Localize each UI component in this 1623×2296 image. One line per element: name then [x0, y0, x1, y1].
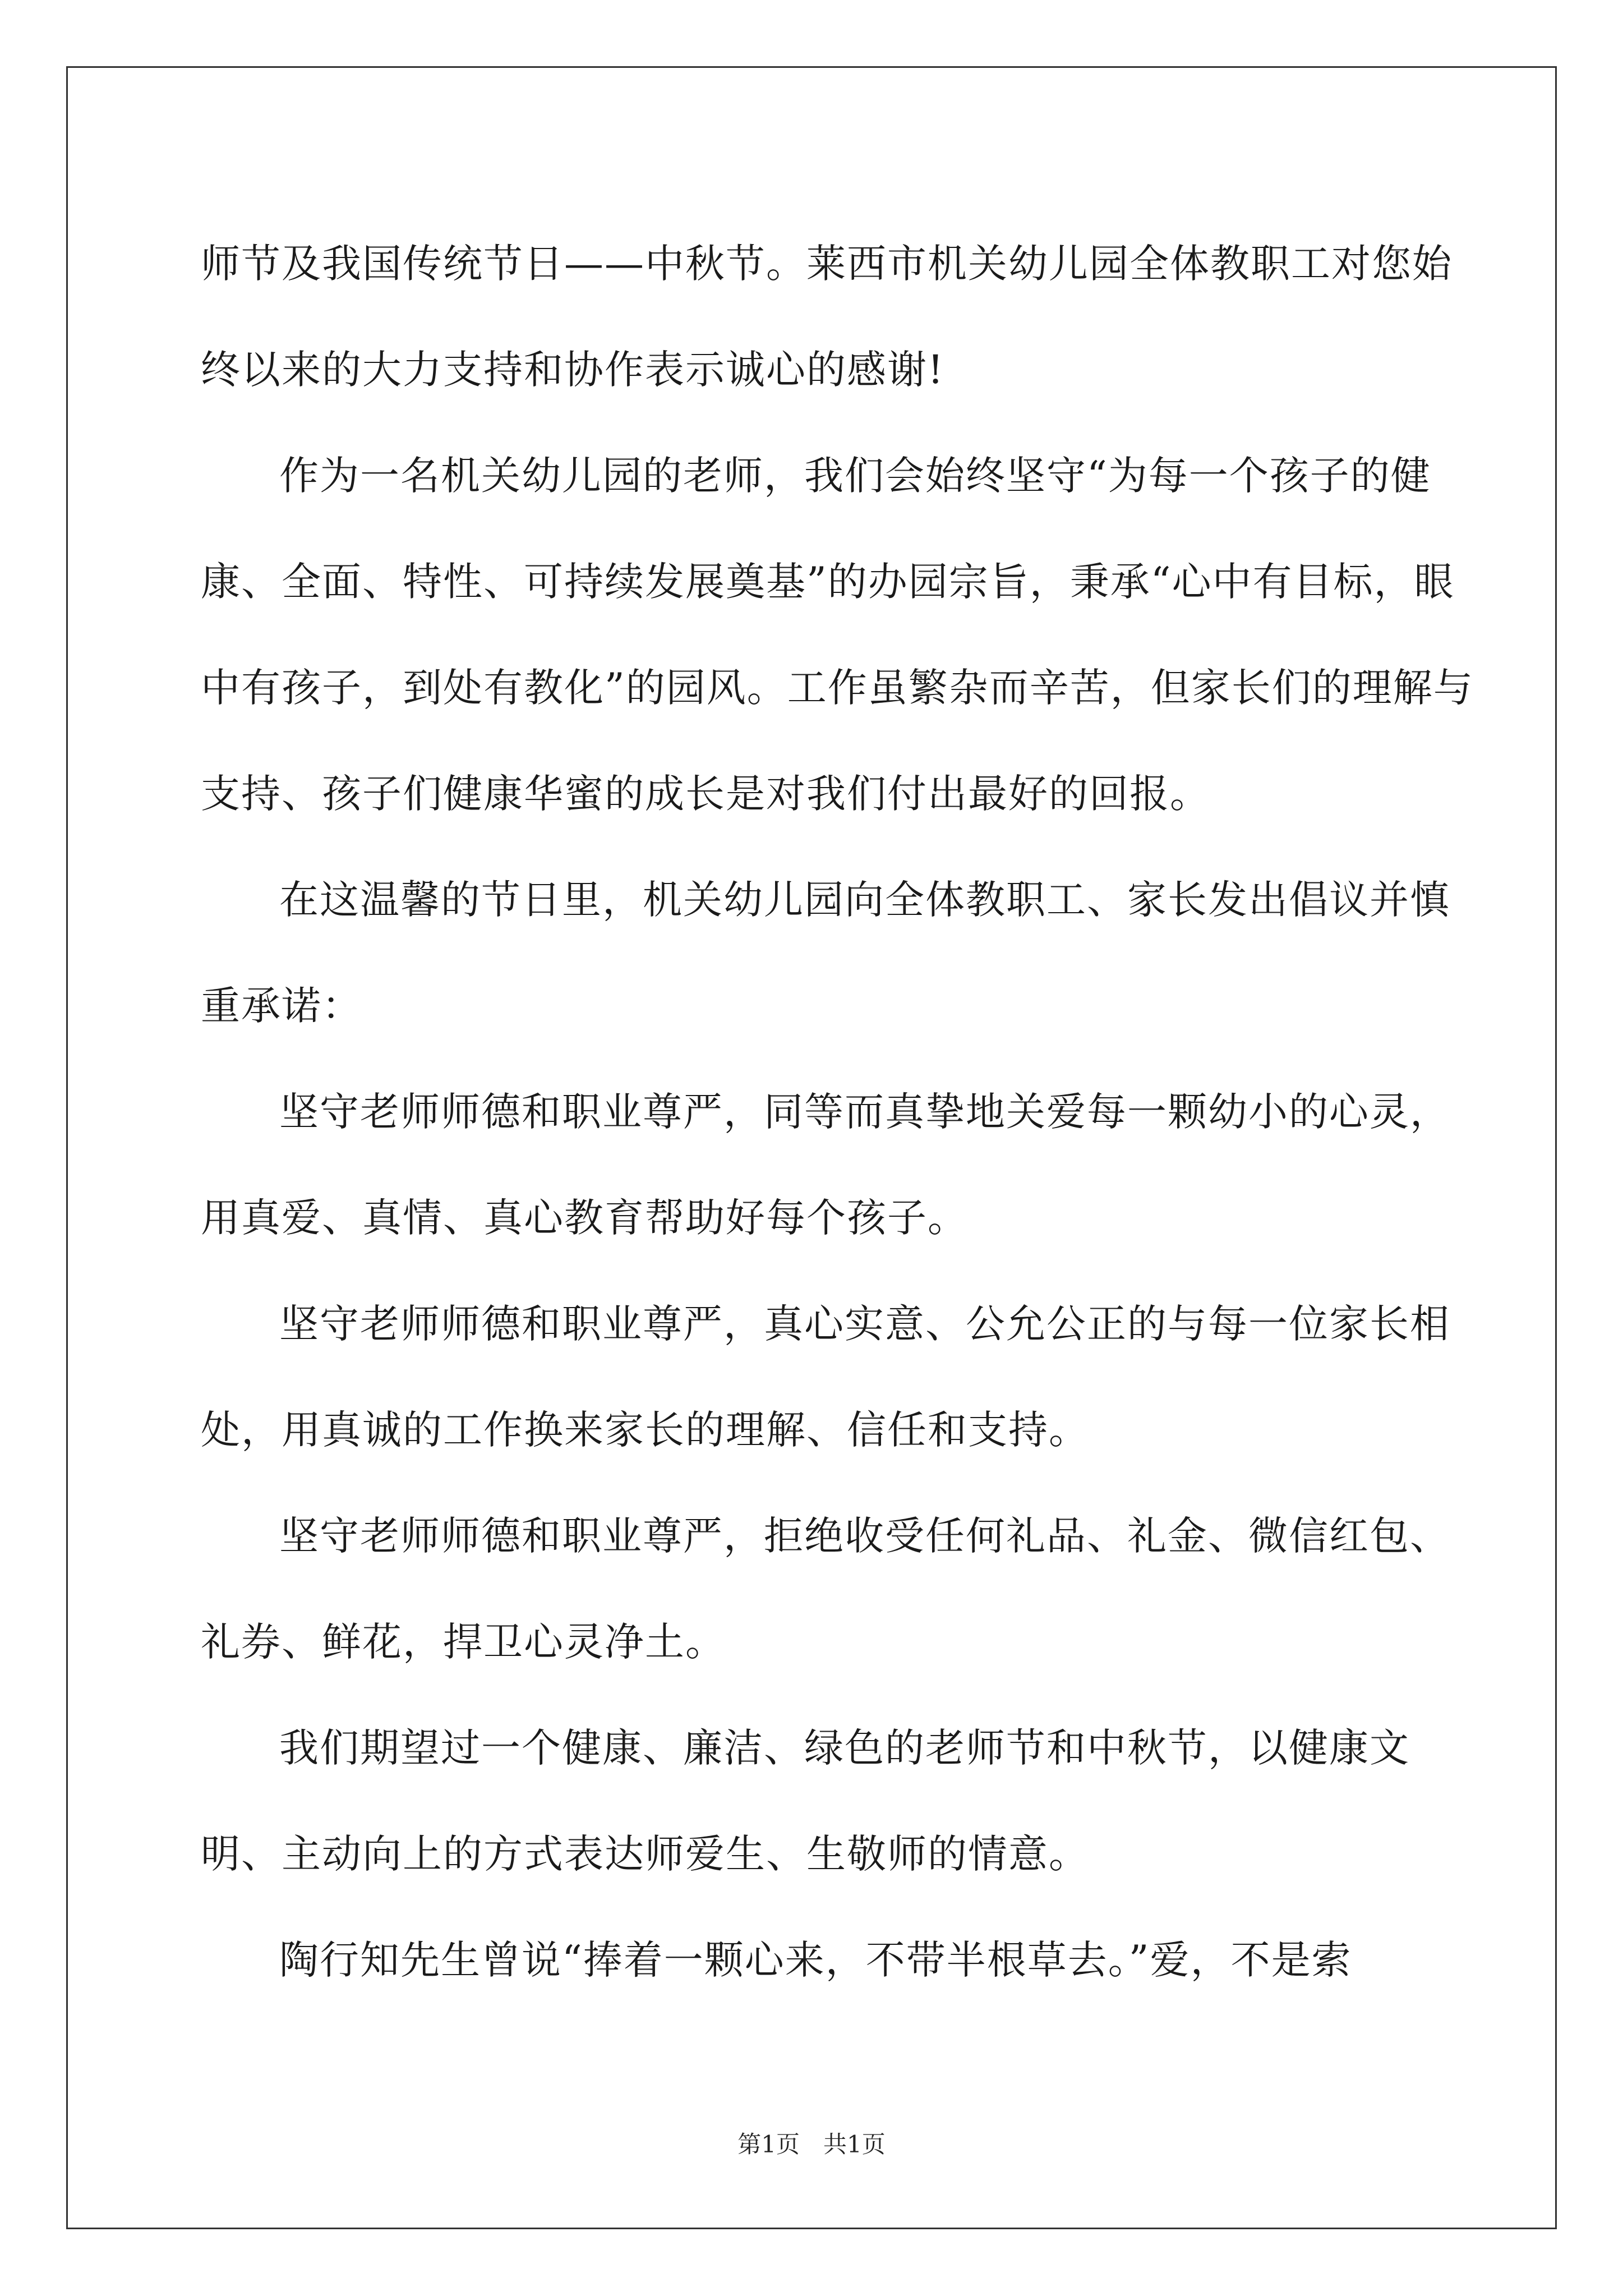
paragraph-1: 师节及我国传统节日——中秋节。莱西市机关幼儿园全体教职工对您始终以来的大力支持和协作表示诚心的感谢! — [201, 241, 1453, 393]
paragraph-2: 作为一名机关幼儿园的老师，我们会始终坚守“为每一个孩子的健康、全面、特性、可持续发展奠基”的办园宗旨，秉承“心中有目标，眼中有孩子，到处有教化”的园风。工作虽繁杂而辛苦，但家长们的理解与支持、孩子们健康华蜜的成长是对我们付出最好的回报。 — [201, 453, 1474, 817]
paragraph-3: 在这温馨的节日里，机关幼儿园向全体教职工、家长发出倡议并慎重承诺： — [201, 877, 1450, 1029]
paragraph-8: 陶行知先生曾说“捧着一颗心来，不带半根草去。”爱，不是索 — [279, 1937, 1352, 1983]
paragraph-6: 坚守老师师德和职业尊严，拒绝收受任何礼品、礼金、微信红包、礼券、鲜花，捍卫心灵净土。 — [201, 1513, 1450, 1665]
page-footer: 第1页 共1页 — [737, 2131, 886, 2158]
document-body — [201, 211, 1485, 2013]
paragraph-4: 坚守老师师德和职业尊严，同等而真挚地关爱每一颗幼小的心灵，用真爱、真情、真心教育帮助好每个孩子。 — [201, 1089, 1450, 1241]
paragraph-5: 坚守老师师德和职业尊严，真心实意、公允公正的与每一位家长相处，用真诚的工作换来家长的理解、信任和支持。 — [201, 1301, 1450, 1453]
paragraph-7: 我们期望过一个健康、廉洁、绿色的老师节和中秋节，以健康文明、主动向上的方式表达师爱生、生敬师的情意。 — [201, 1725, 1410, 1877]
